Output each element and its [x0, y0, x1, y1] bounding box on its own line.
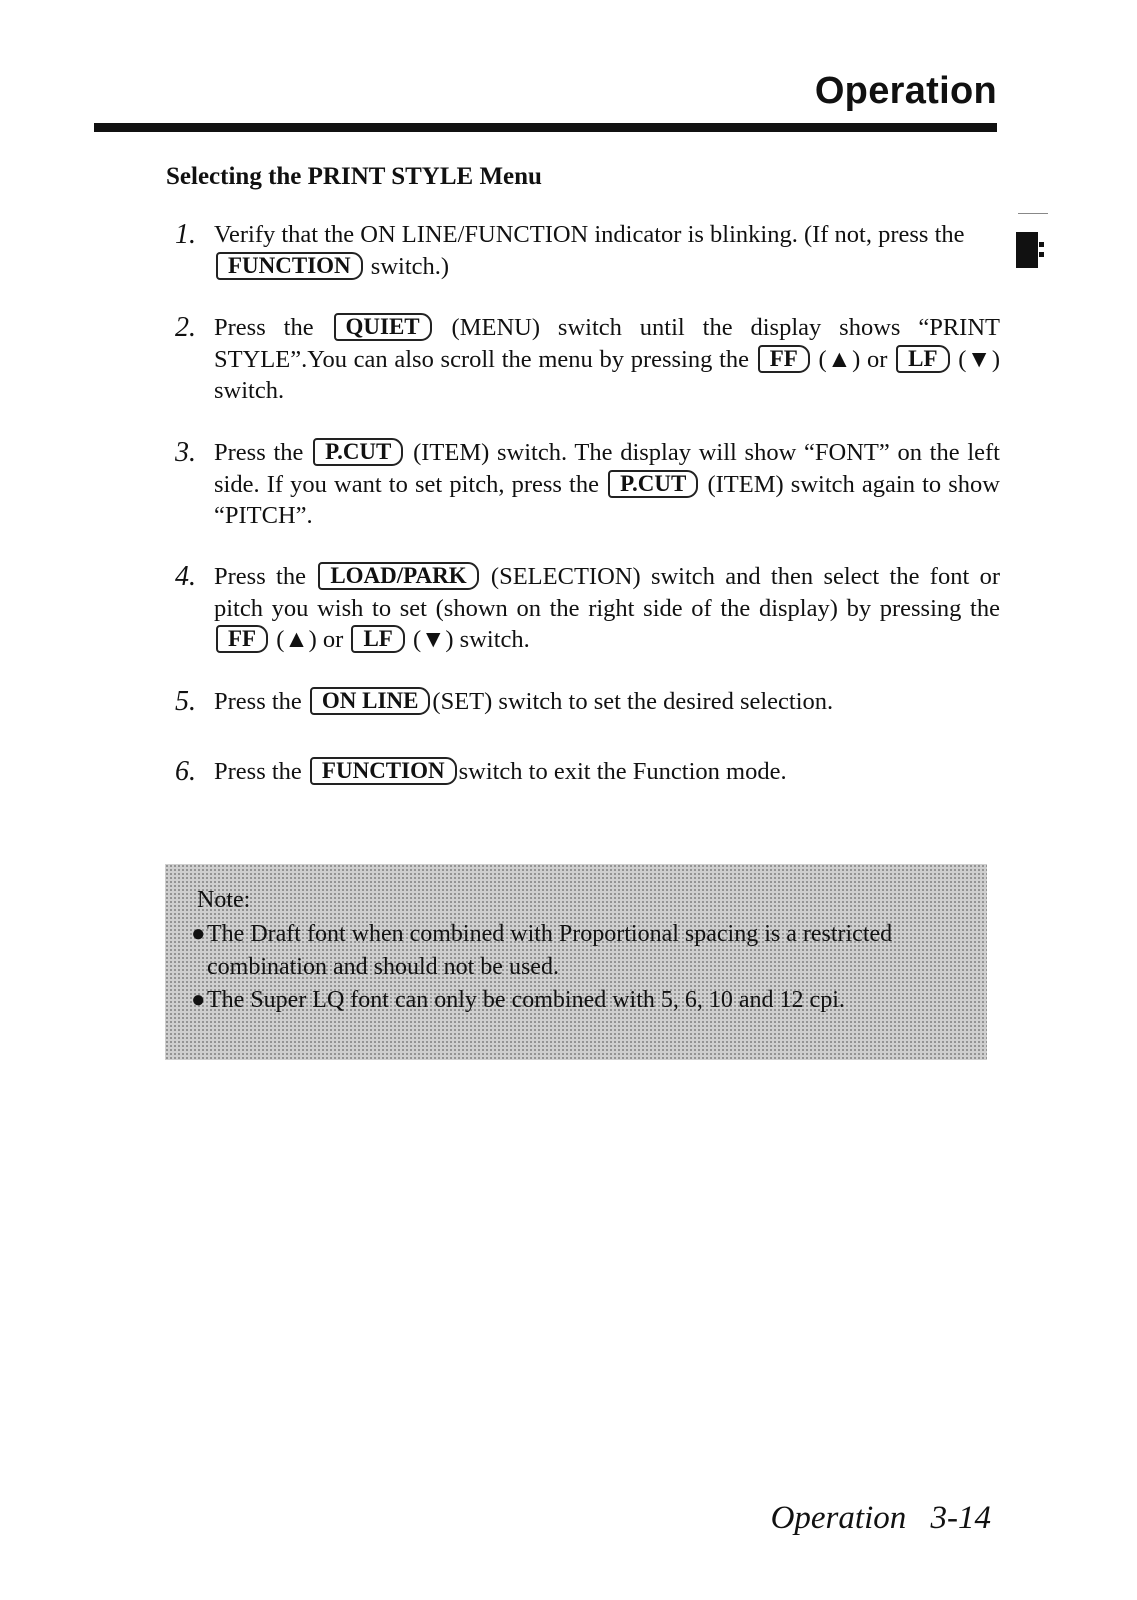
switch-key-quiet: QUIET [334, 313, 432, 341]
step-number: 4. [175, 561, 196, 592]
step-text [214, 312, 1000, 407]
note-item [191, 918, 971, 984]
footer-label: Operation [770, 1500, 907, 1536]
bullet-icon: ● [191, 987, 206, 1013]
step-text [214, 437, 1000, 532]
switch-key-ff: FF [758, 345, 810, 373]
bullet-icon: ● [191, 921, 206, 947]
step-text [214, 219, 1000, 282]
step-text [214, 686, 1000, 718]
step-text-run: switch.) [364, 252, 450, 280]
step-text [214, 561, 1000, 656]
note-title: Note: [197, 887, 251, 913]
step-text-run: (ITEM) switch again to show “PITCH”. [214, 470, 1000, 529]
note-item-text: The Draft font when combined with Proportional spacing is a restricted combination and should not be used. [207, 921, 893, 980]
step-text-run: (▼) switch. [214, 345, 1000, 404]
step-text-run: switch to exit the Function mode. [458, 758, 787, 785]
chapter-edge-tab [1016, 232, 1038, 268]
step-number: 3. [175, 437, 196, 468]
step-text-run: Press the [214, 439, 312, 466]
step-text-run: (▲) or [270, 626, 350, 653]
switch-key-p-cut: P.CUT [608, 470, 698, 498]
step-text-run: Verify that the ON LINE/FUNCTION indicator is blinking. (If not, press the [214, 221, 965, 248]
switch-key-p-cut: P.CUT [313, 438, 403, 466]
switch-key-function: FUNCTION [216, 252, 363, 280]
switch-key-on-line: ON LINE [310, 687, 431, 715]
note-item [191, 984, 971, 1017]
step-text-run: (ITEM) switch. The display will show “FONT” on the left side. If you want to set pitch, press the [214, 439, 1000, 498]
step-text-run: Press the [214, 563, 317, 590]
page-header-title: Operation [814, 70, 997, 112]
step-text-run: (SELECTION) switch and then select the font or pitch you wish to set (shown on the right side of the display) by pressing the [214, 563, 1000, 622]
switch-key-load-park: LOAD/PARK [318, 562, 478, 590]
note-box [165, 864, 987, 1060]
switch-key-function: FUNCTION [310, 757, 457, 785]
step-text-run: (▼) switch. [406, 626, 530, 653]
step-text [214, 756, 1000, 788]
step-text-run: Press the [214, 314, 332, 341]
step-number: 1. [175, 219, 196, 250]
switch-key-ff: FF [216, 625, 268, 653]
note-item-text: The Super LQ font can only be combined with 5, 6, 10 and 12 cpi. [207, 987, 845, 1013]
switch-key-lf: LF [896, 345, 949, 373]
page-footer [771, 1500, 991, 1537]
header-rule [94, 123, 997, 132]
step-text-run: (▲) or [811, 345, 895, 373]
switch-key-lf: LF [351, 625, 404, 653]
page-number: 3-14 [930, 1500, 991, 1536]
edge-line [1018, 213, 1048, 214]
section-heading: Selecting the PRINT STYLE Menu [166, 163, 542, 190]
step-text-run: Press the [214, 688, 308, 715]
step-number: 2. [175, 312, 196, 343]
step-number: 5. [175, 686, 196, 717]
step-text-run: (SET) switch to set the desired selection. [432, 688, 834, 715]
step-number: 6. [175, 756, 196, 787]
step-text-run: Press the [214, 758, 308, 785]
step-text-run: (MENU) switch until the display shows “PRINT STYLE”.You can also scroll the menu by pressing the [214, 314, 1000, 373]
